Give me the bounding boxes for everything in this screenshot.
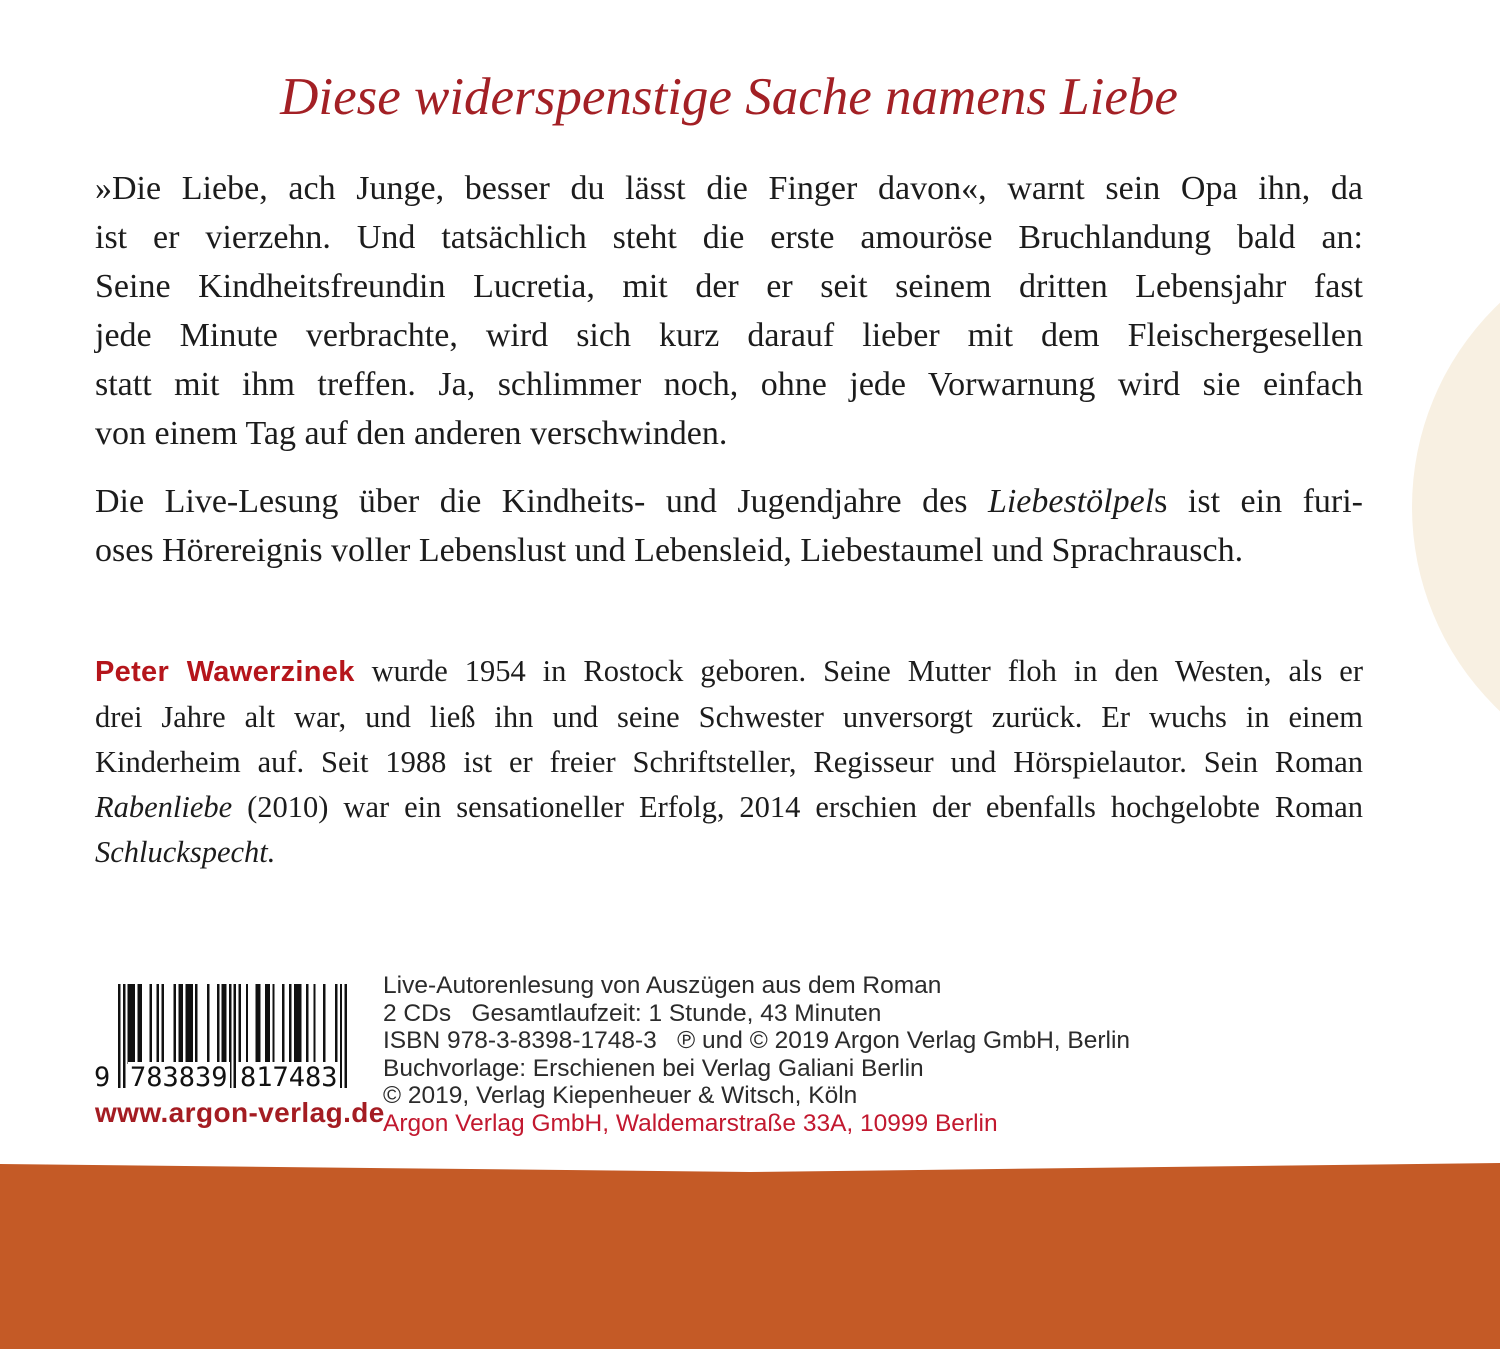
book-title-schluckspecht: Schluckspecht. bbox=[95, 835, 276, 869]
synopsis-line: Seine Kindheitsfreundin Lucretia, mit der er seit seinem dritten Lebensjahr fast bbox=[95, 268, 1363, 305]
publisher-website-url: www.argon-verlag.de bbox=[95, 1097, 385, 1128]
info-line-format: Live-Autorenlesung von Auszügen aus dem Roman bbox=[383, 972, 942, 999]
author-bio bbox=[95, 649, 1363, 875]
orange-bottom-band bbox=[0, 1156, 1500, 1349]
synopsis-line: oses Hörereignis voller Lebenslust und Lebensleid, Liebestaumel und Sprachrausch. bbox=[95, 532, 1244, 569]
bio-text: (2010) war ein sensationeller Erfolg, 2014 erschien der ebenfalls hochgelobte Roman bbox=[232, 790, 1363, 824]
synopsis-line: jede Minute verbrachte, wird sich kurz darauf lieber mit dem Fleischergesellen bbox=[95, 317, 1363, 354]
synopsis-line: ist er vierzehn. Und tatsächlich steht die erste amouröse Bruchlandung bald an: bbox=[95, 219, 1363, 256]
synopsis-line bbox=[95, 477, 1363, 526]
synopsis-line: statt mit ihm treffen. Ja, schlimmer noch, ohne jede Vorwarnung wird sie einfach bbox=[95, 366, 1363, 403]
barcode-digit-group2: 817483 bbox=[240, 1062, 338, 1093]
info-line-source: Buchvorlage: Erschienen bei Verlag Galiani Berlin bbox=[383, 1054, 924, 1082]
book-title-rabenliebe: Rabenliebe bbox=[95, 790, 233, 824]
info-line-isbn: ISBN 978-3-8398-1748-3 ℗ und © 2019 Argon Verlag GmbH, Berlin bbox=[383, 1027, 1131, 1054]
synopsis-line: »Die Liebe, ach Junge, besser du lässt die Finger davon«, warnt sein Opa ihn, da bbox=[95, 170, 1363, 207]
bio-text: wurde 1954 in Rostock geboren. Seine Mutter floh in den Westen, als er bbox=[354, 654, 1363, 688]
synopsis-paragraph-2 bbox=[95, 477, 1363, 575]
info-line-runtime: 2 CDs Gesamtlaufzeit: 1 Stunde, 43 Minuten bbox=[383, 999, 882, 1027]
publication-info-block bbox=[383, 972, 1283, 1137]
bio-line bbox=[95, 830, 1363, 875]
bio-line: Kinderheim auf. Seit 1988 ist er freier Schriftsteller, Regisseur und Hörspielautor. Sein Roman bbox=[95, 745, 1363, 779]
synopsis-text: Die Live-Lesung über die Kindheits- und Jugendjahre des bbox=[95, 483, 988, 520]
synopsis-text: s ist ein furi- bbox=[1154, 483, 1363, 520]
synopsis-line: von einem Tag auf den anderen verschwinden. bbox=[95, 415, 728, 452]
book-title-liebestoelpel: Liebestölpel bbox=[987, 483, 1155, 520]
author-name: Peter Wawerzinek bbox=[95, 656, 355, 688]
cream-circle-decoration bbox=[1412, 226, 1500, 788]
bio-line bbox=[95, 785, 1363, 830]
publisher-address: Argon Verlag GmbH, Waldemarstraße 33A, 10999 Berlin bbox=[383, 1109, 998, 1137]
barcode-digit-lead: 9 bbox=[94, 1062, 111, 1093]
page-title: Diese widerspenstige Sache namens Liebe bbox=[280, 68, 1178, 126]
synopsis-paragraph-1 bbox=[95, 164, 1363, 458]
barcode-digit-group1: 783839 bbox=[130, 1062, 228, 1093]
bio-line bbox=[95, 649, 1363, 695]
bio-line: drei Jahre alt war, und ließ ihn und seine Schwester unversorgt zurück. Er wuchs in einem bbox=[95, 700, 1363, 734]
info-line-copyright: © 2019, Verlag Kiepenheuer & Witsch, Köln bbox=[383, 1082, 858, 1109]
